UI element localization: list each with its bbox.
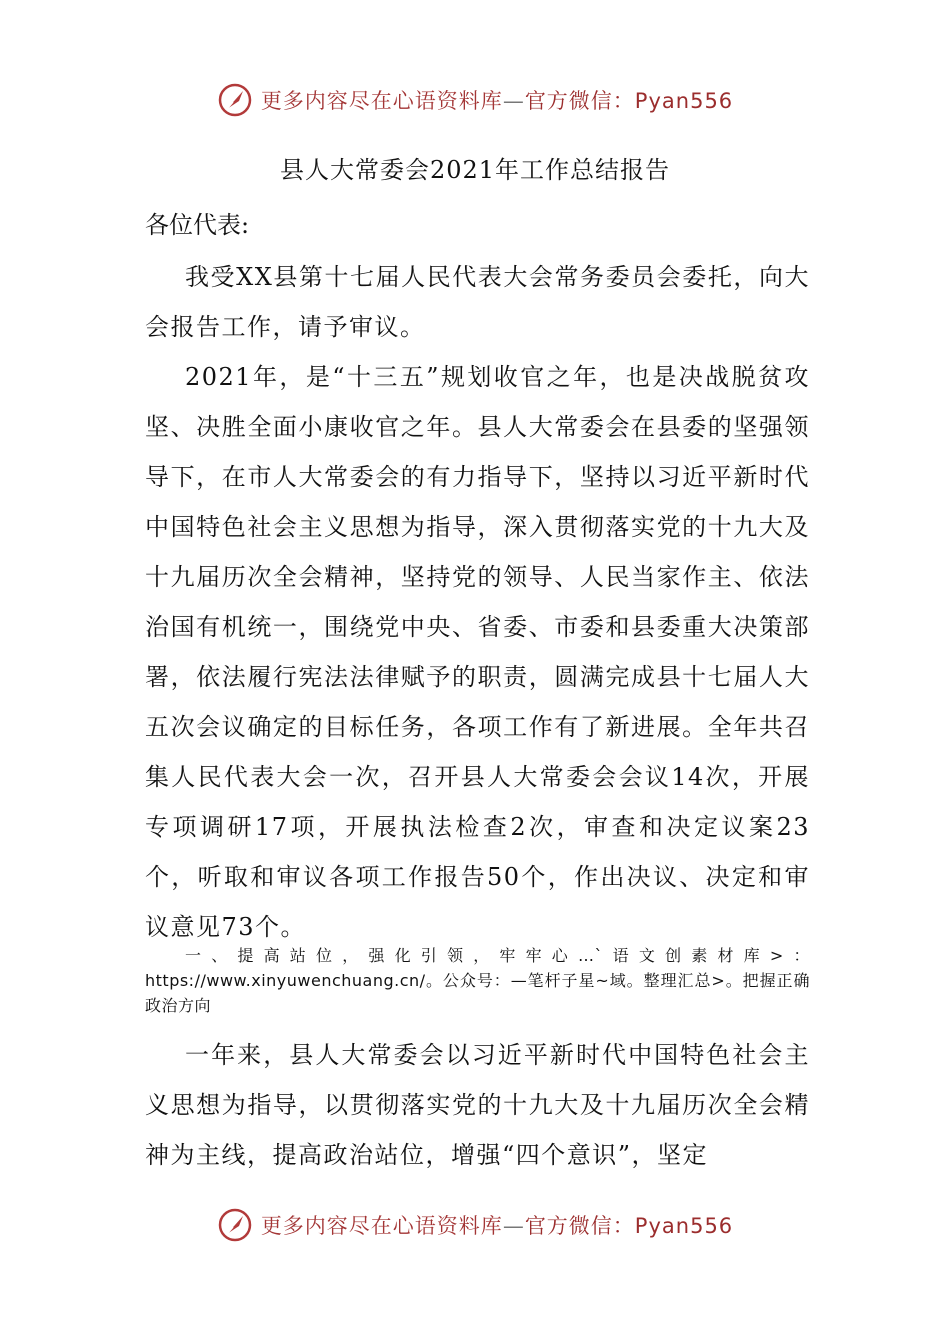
banner-separator: — [502, 89, 525, 113]
banner-text [261, 1210, 733, 1240]
banner-site-name: 更多内容尽在心语资料库 [260, 1214, 503, 1238]
quill-logo-icon [217, 1207, 253, 1243]
document-title: 县人大常委会2021年工作总结报告 [279, 156, 671, 184]
paragraph-overview: 2021年，是“十三五”规划收官之年，也是决战脱贫攻坚、决胜全面小康收官之年。县人大常委会在县委的坚强领导下，在市人大常委会的有力指导下，坚持以习近平新时代中国特色社会主义思想为指导，深入贯彻落实党的十九大及十九届历次全会精神，坚持党的领导、人民当家作主、依法治国有机统一，围绕党中央、省委、市委和县委重大决策部署，依法履行宪法法律赋予的职责，圆满完成县十七届人大五次会议确定的目标任务，各项工作有了新进展。全年共召集人民代表大会一次，召开县人大常委会会议14次，开展专项调研17项，开展执法检查2次，审查和决定议案23个，听取和审议各项工作报告50个，作出决议、决定和审议意见73个。 [145, 363, 810, 941]
banner-wechat: 官方微信：Pyan556 [524, 89, 734, 113]
banner-wechat: 官方微信：Pyan556 [524, 1214, 734, 1238]
paragraph-intro: 我受XX县第十七届人民代表大会常务委员会委托，向大会报告工作，请予审议。 [145, 263, 810, 341]
banner-text [261, 85, 733, 115]
greeting: 各位代表: [145, 211, 250, 239]
quill-logo-icon [217, 82, 253, 118]
footer-banner [0, 1207, 950, 1243]
section-heading: 一、提高站位，强化引领，牢牢心…`语文创素材库>：https://www.xinyuwenchuang.cn/。公众号：—笔杆子星~域。整理汇总>。把握正确政治方向 [145, 946, 810, 1015]
banner-site-name: 更多内容尽在心语资料库 [260, 89, 503, 113]
paragraph-section-body: 一年来，县人大常委会以习近平新时代中国特色社会主义思想为指导，以贯彻落实党的十九大及十九届历次全会精神为主线，提高政治站位，增强“四个意识”，坚定 [145, 1041, 810, 1169]
banner-separator: — [502, 1214, 525, 1238]
header-banner [0, 82, 950, 118]
